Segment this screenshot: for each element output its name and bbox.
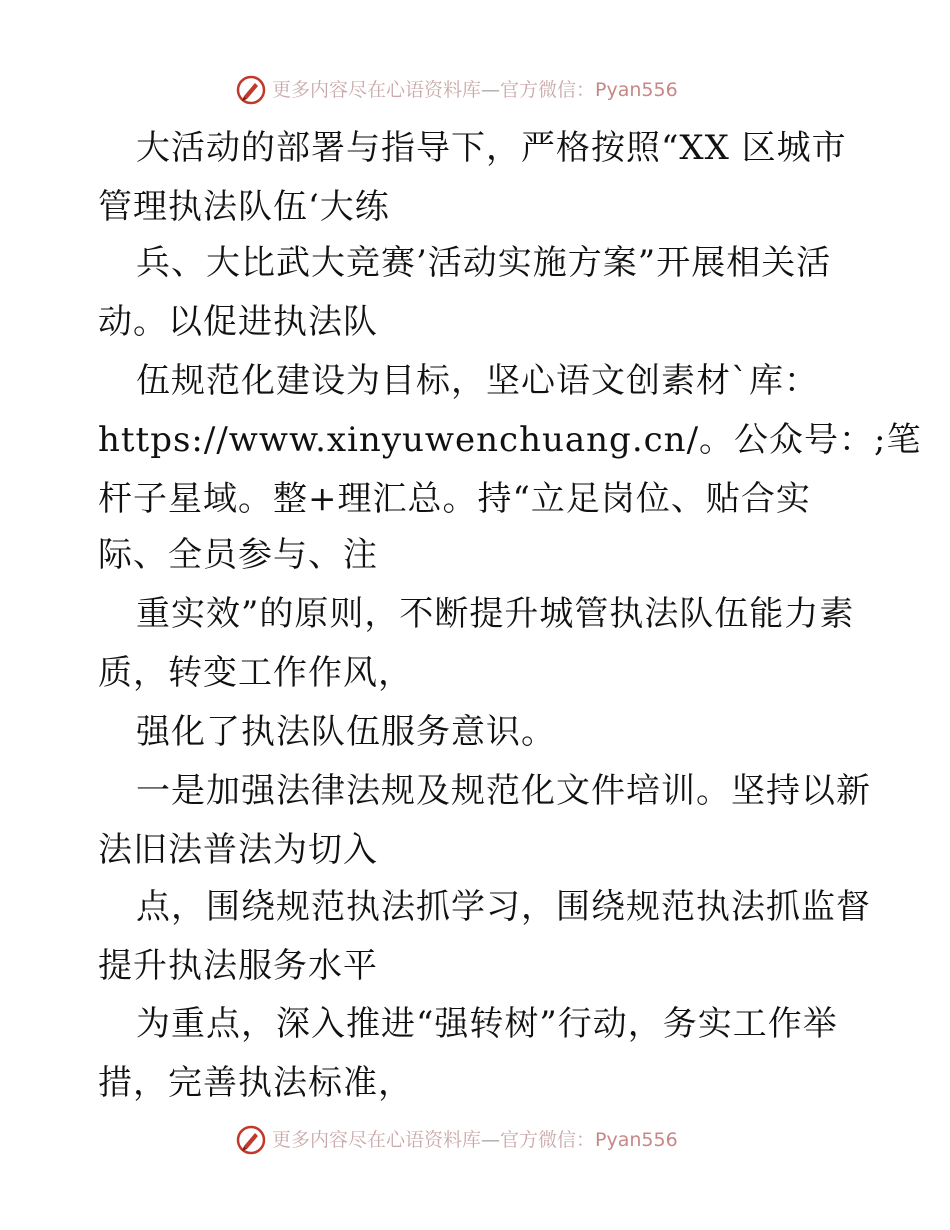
footer-banner <box>0 1120 950 1160</box>
text-line: 措，完善执法标准， <box>98 1063 413 1103</box>
text-line: 质，转变工作作风， <box>98 653 413 693</box>
banner-wechat-id: Pyan556 <box>595 79 678 101</box>
text-line: 为重点，深入推进“强转树”行动，务实工作举 <box>136 1004 838 1044</box>
text-line: 一是加强法律法规及规范化文件培训。坚持以新 <box>136 771 871 811</box>
text-line: 法旧法普法为切入 <box>98 830 378 870</box>
text-line: 大活动的部署与指导下，严格按照“XX 区城市 <box>136 128 847 168</box>
text-line: 重实效”的原则，不断提升城管执法队伍能力素 <box>136 594 855 634</box>
text-line: 点，围绕规范执法抓学习，围绕规范执法抓监督 <box>136 887 871 927</box>
text-line: 强化了执法队伍服务意识。 <box>136 712 556 752</box>
text-line: 杆子星域。整+理汇总。持“立足岗位、贴合实 <box>98 479 811 519</box>
text-line: 际、全员参与、注 <box>98 535 378 575</box>
pen-logo-icon <box>235 74 267 106</box>
text-line: 伍规范化建设为目标，坚心语文创素材`库： <box>136 361 819 401</box>
banner-dash: — <box>481 79 501 101</box>
text-line: 管理执法队伍‘大练 <box>98 187 390 227</box>
banner-official-label: 官方微信： <box>500 79 596 101</box>
pen-logo-icon <box>235 1124 267 1156</box>
text-line: 兵、大比武大竞赛’活动实施方案”开展相关活 <box>136 243 832 283</box>
text-line: 动。以促进执法队 <box>98 302 378 342</box>
banner-site-name: 更多内容尽在心语资料库 <box>272 1129 482 1151</box>
banner-caption <box>272 77 678 103</box>
banner-caption <box>272 1127 678 1153</box>
banner-official-label: 官方微信： <box>500 1129 596 1151</box>
banner-dash: — <box>481 1129 501 1151</box>
banner-wechat-id: Pyan556 <box>595 1129 678 1151</box>
banner-site-name: 更多内容尽在心语资料库 <box>272 79 482 101</box>
text-line: https://www.xinyuwenchuang.cn/。公众号：;笔 <box>98 420 922 460</box>
header-banner <box>0 70 950 110</box>
text-line: 提升执法服务水平 <box>98 946 378 986</box>
